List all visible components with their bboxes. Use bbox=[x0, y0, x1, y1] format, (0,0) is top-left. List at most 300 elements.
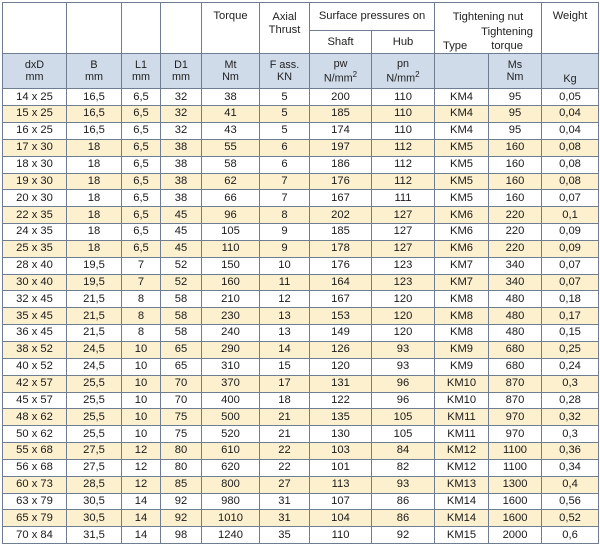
cell-kg: 0,04 bbox=[542, 106, 599, 123]
table-row bbox=[3, 274, 599, 291]
table-row bbox=[3, 291, 599, 308]
cell-pw: 176 bbox=[310, 257, 372, 274]
table-row bbox=[3, 459, 599, 476]
unit-pn: pn $N/mm^2$ bbox=[372, 54, 435, 89]
cell-pn: 96 bbox=[372, 392, 435, 409]
cell-type: KM9 bbox=[435, 358, 489, 375]
type-label: Type bbox=[443, 39, 468, 52]
cell-ms: 160 bbox=[489, 156, 542, 173]
cell-d1: 32 bbox=[161, 106, 202, 123]
cell-kg: 0,07 bbox=[542, 190, 599, 207]
header-axial-thrust bbox=[260, 3, 310, 54]
cell-kg: 0,32 bbox=[542, 409, 599, 426]
table-row bbox=[3, 493, 599, 510]
cell-l1: 10 bbox=[122, 375, 161, 392]
table-row bbox=[3, 207, 599, 224]
cell-fass: 8 bbox=[260, 207, 310, 224]
table-row bbox=[3, 426, 599, 443]
cell-fass: 7 bbox=[260, 173, 310, 190]
cell-d1: 92 bbox=[161, 510, 202, 527]
cell-dxd: 20 x 30 bbox=[3, 190, 67, 207]
cell-kg: 0,6 bbox=[542, 527, 599, 544]
cell-mt: 520 bbox=[202, 426, 260, 443]
cell-pn: 123 bbox=[372, 257, 435, 274]
cell-b: 25,5 bbox=[67, 409, 122, 426]
cell-fass: 17 bbox=[260, 375, 310, 392]
cell-ms: 1600 bbox=[489, 493, 542, 510]
cell-b: 18 bbox=[67, 139, 122, 156]
cell-kg: 0,28 bbox=[542, 392, 599, 409]
cell-l1: 10 bbox=[122, 426, 161, 443]
cell-pw: 113 bbox=[310, 476, 372, 493]
cell-type: KM11 bbox=[435, 409, 489, 426]
cell-d1: 38 bbox=[161, 139, 202, 156]
cell-ms: 970 bbox=[489, 409, 542, 426]
cell-l1: 14 bbox=[122, 510, 161, 527]
table-row bbox=[3, 123, 599, 140]
cell-ms: 340 bbox=[489, 257, 542, 274]
cell-b: 18 bbox=[67, 156, 122, 173]
cell-b: 21,5 bbox=[67, 325, 122, 342]
cell-type: KM13 bbox=[435, 476, 489, 493]
cell-ms: 95 bbox=[489, 123, 542, 140]
cell-d1: 52 bbox=[161, 257, 202, 274]
unit-mt: Mt Nm bbox=[202, 54, 260, 89]
cell-fass: 13 bbox=[260, 308, 310, 325]
cell-mt: 370 bbox=[202, 375, 260, 392]
cell-pw: 130 bbox=[310, 426, 372, 443]
cell-mt: 240 bbox=[202, 325, 260, 342]
cell-pw: 164 bbox=[310, 274, 372, 291]
cell-pw: 149 bbox=[310, 325, 372, 342]
cell-mt: 96 bbox=[202, 207, 260, 224]
cell-fass: 9 bbox=[260, 224, 310, 241]
cell-pn: 110 bbox=[372, 106, 435, 123]
cell-kg: 0,08 bbox=[542, 173, 599, 190]
cell-dxd: 36 x 45 bbox=[3, 325, 67, 342]
cell-kg: 0,1 bbox=[542, 207, 599, 224]
cell-kg: 0,36 bbox=[542, 443, 599, 460]
surface-pressures-label: Surface pressures on bbox=[318, 9, 426, 22]
cell-d1: 38 bbox=[161, 190, 202, 207]
cell-kg: 0,07 bbox=[542, 257, 599, 274]
cell-pw: 110 bbox=[310, 527, 372, 544]
cell-pn: 123 bbox=[372, 274, 435, 291]
cell-type: KM15 bbox=[435, 527, 489, 544]
cell-kg: 0,05 bbox=[542, 89, 599, 106]
cell-pn: 86 bbox=[372, 510, 435, 527]
cell-type: KM5 bbox=[435, 156, 489, 173]
table-row bbox=[3, 325, 599, 342]
cell-b: 16,5 bbox=[67, 106, 122, 123]
table-header bbox=[3, 3, 599, 89]
cell-b: 18 bbox=[67, 207, 122, 224]
cell-kg: 0,34 bbox=[542, 459, 599, 476]
cell-b: 21,5 bbox=[67, 308, 122, 325]
cell-dxd: 30 x 40 bbox=[3, 274, 67, 291]
unit-kg: Kg bbox=[542, 54, 599, 89]
cell-l1: 10 bbox=[122, 341, 161, 358]
cell-type: KM14 bbox=[435, 493, 489, 510]
table-row bbox=[3, 510, 599, 527]
table-row bbox=[3, 409, 599, 426]
cell-pw: 167 bbox=[310, 291, 372, 308]
header-hub bbox=[372, 31, 435, 54]
cell-type: KM8 bbox=[435, 325, 489, 342]
tightening-nut-label: Tightening nut bbox=[452, 11, 524, 23]
cell-l1: 6,5 bbox=[122, 89, 161, 106]
cell-dxd: 28 x 40 bbox=[3, 257, 67, 274]
cell-mt: 610 bbox=[202, 443, 260, 460]
cell-ms: 480 bbox=[489, 325, 542, 342]
cell-pw: 103 bbox=[310, 443, 372, 460]
cell-pn: 120 bbox=[372, 291, 435, 308]
cell-dxd: 55 x 68 bbox=[3, 443, 67, 460]
cell-type: KM5 bbox=[435, 190, 489, 207]
unit-d1: D1 mm bbox=[161, 54, 202, 89]
cell-kg: 0,25 bbox=[542, 341, 599, 358]
cell-mt: 110 bbox=[202, 240, 260, 257]
cell-d1: 58 bbox=[161, 325, 202, 342]
cell-mt: 43 bbox=[202, 123, 260, 140]
cell-mt: 980 bbox=[202, 493, 260, 510]
cell-type: KM8 bbox=[435, 291, 489, 308]
cell-l1: 8 bbox=[122, 291, 161, 308]
cell-pw: 185 bbox=[310, 224, 372, 241]
cell-dxd: 50 x 62 bbox=[3, 426, 67, 443]
weight-label: Weight bbox=[552, 10, 588, 22]
cell-l1: 6,5 bbox=[122, 106, 161, 123]
cell-pn: 112 bbox=[372, 173, 435, 190]
cell-dxd: 15 x 25 bbox=[3, 106, 67, 123]
unit-b: B mm bbox=[67, 54, 122, 89]
table-row bbox=[3, 358, 599, 375]
cell-l1: 7 bbox=[122, 274, 161, 291]
unit-dxd: dxD mm bbox=[3, 54, 67, 89]
cell-fass: 5 bbox=[260, 123, 310, 140]
cell-l1: 12 bbox=[122, 476, 161, 493]
table-row bbox=[3, 375, 599, 392]
cell-type: KM10 bbox=[435, 375, 489, 392]
cell-b: 27,5 bbox=[67, 443, 122, 460]
cell-pw: 104 bbox=[310, 510, 372, 527]
cell-fass: 13 bbox=[260, 325, 310, 342]
cell-pw: 153 bbox=[310, 308, 372, 325]
cell-d1: 75 bbox=[161, 426, 202, 443]
cell-b: 25,5 bbox=[67, 392, 122, 409]
cell-pn: 93 bbox=[372, 358, 435, 375]
cell-d1: 85 bbox=[161, 476, 202, 493]
cell-type: KM11 bbox=[435, 426, 489, 443]
cell-pn: 82 bbox=[372, 459, 435, 476]
table-row bbox=[3, 527, 599, 544]
unit-pw: pw $N/mm^2$ bbox=[310, 54, 372, 89]
cell-dxd: 18 x 30 bbox=[3, 156, 67, 173]
cell-pn: 127 bbox=[372, 207, 435, 224]
cell-mt: 230 bbox=[202, 308, 260, 325]
table-row bbox=[3, 224, 599, 241]
cell-l1: 8 bbox=[122, 308, 161, 325]
cell-ms: 1600 bbox=[489, 510, 542, 527]
axial-label: Axial bbox=[272, 11, 297, 23]
cell-pw: 107 bbox=[310, 493, 372, 510]
cell-pn: 93 bbox=[372, 341, 435, 358]
cell-mt: 1010 bbox=[202, 510, 260, 527]
cell-dxd: 42 x 57 bbox=[3, 375, 67, 392]
cell-dxd: 60 x 73 bbox=[3, 476, 67, 493]
cell-fass: 31 bbox=[260, 510, 310, 527]
cell-b: 30,5 bbox=[67, 510, 122, 527]
cell-d1: 38 bbox=[161, 173, 202, 190]
table-row bbox=[3, 89, 599, 106]
cell-fass: 10 bbox=[260, 257, 310, 274]
cell-ms: 970 bbox=[489, 426, 542, 443]
cell-fass: 5 bbox=[260, 106, 310, 123]
tightening-torque-line2: torque bbox=[491, 39, 523, 52]
cell-l1: 6,5 bbox=[122, 207, 161, 224]
cell-pn: 86 bbox=[372, 493, 435, 510]
cell-kg: 0,08 bbox=[542, 139, 599, 156]
cell-kg: 0,3 bbox=[542, 426, 599, 443]
cell-ms: 480 bbox=[489, 308, 542, 325]
cell-mt: 58 bbox=[202, 156, 260, 173]
cell-dxd: 40 x 52 bbox=[3, 358, 67, 375]
cell-d1: 58 bbox=[161, 308, 202, 325]
cell-dxd: 63 x 79 bbox=[3, 493, 67, 510]
cell-pn: 84 bbox=[372, 443, 435, 460]
tightening-torque-label bbox=[481, 26, 533, 53]
cell-mt: 105 bbox=[202, 224, 260, 241]
cell-ms: 1100 bbox=[489, 459, 542, 476]
cell-d1: 98 bbox=[161, 527, 202, 544]
cell-pw: 126 bbox=[310, 341, 372, 358]
cell-mt: 620 bbox=[202, 459, 260, 476]
table-row bbox=[3, 106, 599, 123]
cell-pw: 176 bbox=[310, 173, 372, 190]
cell-fass: 15 bbox=[260, 358, 310, 375]
table-row bbox=[3, 240, 599, 257]
cell-kg: 0,09 bbox=[542, 224, 599, 241]
tightening-torque-line1: Tightening bbox=[481, 26, 534, 39]
cell-ms: 870 bbox=[489, 392, 542, 409]
cell-ms: 680 bbox=[489, 341, 542, 358]
cell-type: KM4 bbox=[435, 89, 489, 106]
cell-l1: 6,5 bbox=[122, 173, 161, 190]
cell-pn: 120 bbox=[372, 325, 435, 342]
cell-l1: 14 bbox=[122, 527, 161, 544]
cell-d1: 38 bbox=[161, 156, 202, 173]
cell-ms: 870 bbox=[489, 375, 542, 392]
cell-l1: 12 bbox=[122, 459, 161, 476]
cell-d1: 75 bbox=[161, 409, 202, 426]
table-row bbox=[3, 190, 599, 207]
cell-l1: 6,5 bbox=[122, 190, 161, 207]
header-empty-3 bbox=[122, 3, 161, 54]
cell-kg: 0,24 bbox=[542, 358, 599, 375]
cell-d1: 70 bbox=[161, 375, 202, 392]
cell-ms: 220 bbox=[489, 207, 542, 224]
cell-kg: 0,56 bbox=[542, 493, 599, 510]
cell-d1: 80 bbox=[161, 443, 202, 460]
cell-b: 25,5 bbox=[67, 375, 122, 392]
cell-b: 19,5 bbox=[67, 257, 122, 274]
cell-d1: 45 bbox=[161, 224, 202, 241]
cell-mt: 800 bbox=[202, 476, 260, 493]
torque-label: Torque bbox=[213, 10, 248, 22]
table-row bbox=[3, 257, 599, 274]
cell-pw: 120 bbox=[310, 358, 372, 375]
cell-l1: 6,5 bbox=[122, 123, 161, 140]
shaft-label: Shaft bbox=[327, 35, 354, 48]
cell-dxd: 38 x 52 bbox=[3, 341, 67, 358]
cell-dxd: 17 x 30 bbox=[3, 139, 67, 156]
cell-kg: 0,15 bbox=[542, 325, 599, 342]
cell-dxd: 14 x 25 bbox=[3, 89, 67, 106]
cell-fass: 6 bbox=[260, 156, 310, 173]
thrust-label: Thrust bbox=[268, 24, 301, 37]
unit-ms: Ms Nm bbox=[489, 54, 542, 89]
cell-d1: 52 bbox=[161, 274, 202, 291]
cell-ms: 220 bbox=[489, 224, 542, 241]
table-row bbox=[3, 392, 599, 409]
cell-dxd: 19 x 30 bbox=[3, 173, 67, 190]
cell-b: 24,5 bbox=[67, 358, 122, 375]
cell-kg: 0,08 bbox=[542, 156, 599, 173]
cell-b: 16,5 bbox=[67, 89, 122, 106]
cell-mt: 500 bbox=[202, 409, 260, 426]
header-shaft bbox=[310, 31, 372, 54]
cell-l1: 8 bbox=[122, 325, 161, 342]
cell-b: 31,5 bbox=[67, 527, 122, 544]
cell-dxd: 22 x 35 bbox=[3, 207, 67, 224]
cell-b: 28,5 bbox=[67, 476, 122, 493]
cell-pn: 93 bbox=[372, 476, 435, 493]
cell-fass: 27 bbox=[260, 476, 310, 493]
cell-dxd: 35 x 45 bbox=[3, 308, 67, 325]
cell-ms: 95 bbox=[489, 106, 542, 123]
cell-mt: 62 bbox=[202, 173, 260, 190]
cell-kg: 0,3 bbox=[542, 375, 599, 392]
cell-l1: 7 bbox=[122, 257, 161, 274]
header-tightening-nut bbox=[435, 3, 542, 54]
spec-table bbox=[2, 2, 599, 544]
cell-b: 18 bbox=[67, 190, 122, 207]
cell-d1: 58 bbox=[161, 291, 202, 308]
cell-pw: 197 bbox=[310, 139, 372, 156]
table-row bbox=[3, 156, 599, 173]
cell-pn: 127 bbox=[372, 224, 435, 241]
cell-fass: 22 bbox=[260, 459, 310, 476]
cell-pw: 178 bbox=[310, 240, 372, 257]
cell-b: 16,5 bbox=[67, 123, 122, 140]
table-body bbox=[3, 89, 599, 544]
cell-dxd: 45 x 57 bbox=[3, 392, 67, 409]
cell-ms: 2000 bbox=[489, 527, 542, 544]
cell-fass: 7 bbox=[260, 190, 310, 207]
cell-ms: 160 bbox=[489, 173, 542, 190]
cell-d1: 65 bbox=[161, 341, 202, 358]
cell-fass: 21 bbox=[260, 409, 310, 426]
cell-mt: 38 bbox=[202, 89, 260, 106]
cell-fass: 18 bbox=[260, 392, 310, 409]
cell-pn: 112 bbox=[372, 139, 435, 156]
cell-b: 24,5 bbox=[67, 341, 122, 358]
cell-pw: 174 bbox=[310, 123, 372, 140]
cell-mt: 41 bbox=[202, 106, 260, 123]
cell-b: 25,5 bbox=[67, 426, 122, 443]
cell-mt: 66 bbox=[202, 190, 260, 207]
cell-b: 18 bbox=[67, 224, 122, 241]
cell-fass: 9 bbox=[260, 240, 310, 257]
cell-type: KM10 bbox=[435, 392, 489, 409]
cell-l1: 6,5 bbox=[122, 156, 161, 173]
cell-type: KM6 bbox=[435, 207, 489, 224]
cell-kg: 0,07 bbox=[542, 274, 599, 291]
cell-mt: 310 bbox=[202, 358, 260, 375]
cell-type: KM8 bbox=[435, 308, 489, 325]
cell-mt: 160 bbox=[202, 274, 260, 291]
cell-pn: 111 bbox=[372, 190, 435, 207]
cell-fass: 6 bbox=[260, 139, 310, 156]
cell-type: KM4 bbox=[435, 106, 489, 123]
cell-type: KM7 bbox=[435, 274, 489, 291]
cell-ms: 160 bbox=[489, 190, 542, 207]
cell-pn: 96 bbox=[372, 375, 435, 392]
unit-fass: F ass. KN bbox=[260, 54, 310, 89]
table-row bbox=[3, 173, 599, 190]
cell-fass: 11 bbox=[260, 274, 310, 291]
cell-dxd: 25 x 35 bbox=[3, 240, 67, 257]
header-torque bbox=[202, 3, 260, 54]
header-empty-1 bbox=[3, 3, 67, 54]
cell-ms: 480 bbox=[489, 291, 542, 308]
cell-type: KM5 bbox=[435, 139, 489, 156]
table-row bbox=[3, 443, 599, 460]
cell-b: 21,5 bbox=[67, 291, 122, 308]
cell-pw: 186 bbox=[310, 156, 372, 173]
cell-l1: 6,5 bbox=[122, 224, 161, 241]
header-empty-2 bbox=[67, 3, 122, 54]
cell-fass: 35 bbox=[260, 527, 310, 544]
cell-type: KM7 bbox=[435, 257, 489, 274]
cell-l1: 10 bbox=[122, 358, 161, 375]
cell-b: 18 bbox=[67, 240, 122, 257]
cell-pn: 105 bbox=[372, 426, 435, 443]
cell-l1: 6,5 bbox=[122, 240, 161, 257]
cell-l1: 6,5 bbox=[122, 139, 161, 156]
cell-fass: 12 bbox=[260, 291, 310, 308]
cell-pw: 135 bbox=[310, 409, 372, 426]
cell-d1: 70 bbox=[161, 392, 202, 409]
cell-l1: 12 bbox=[122, 443, 161, 460]
cell-type: KM6 bbox=[435, 224, 489, 241]
cell-d1: 45 bbox=[161, 207, 202, 224]
unit-l1: L1 mm bbox=[122, 54, 161, 89]
cell-kg: 0,4 bbox=[542, 476, 599, 493]
cell-pn: 105 bbox=[372, 409, 435, 426]
cell-dxd: 16 x 25 bbox=[3, 123, 67, 140]
cell-dxd: 48 x 62 bbox=[3, 409, 67, 426]
table-row bbox=[3, 341, 599, 358]
cell-pw: 101 bbox=[310, 459, 372, 476]
cell-mt: 210 bbox=[202, 291, 260, 308]
cell-mt: 400 bbox=[202, 392, 260, 409]
cell-type: KM14 bbox=[435, 510, 489, 527]
cell-kg: 0,17 bbox=[542, 308, 599, 325]
cell-mt: 290 bbox=[202, 341, 260, 358]
cell-type: KM5 bbox=[435, 173, 489, 190]
cell-pw: 167 bbox=[310, 190, 372, 207]
